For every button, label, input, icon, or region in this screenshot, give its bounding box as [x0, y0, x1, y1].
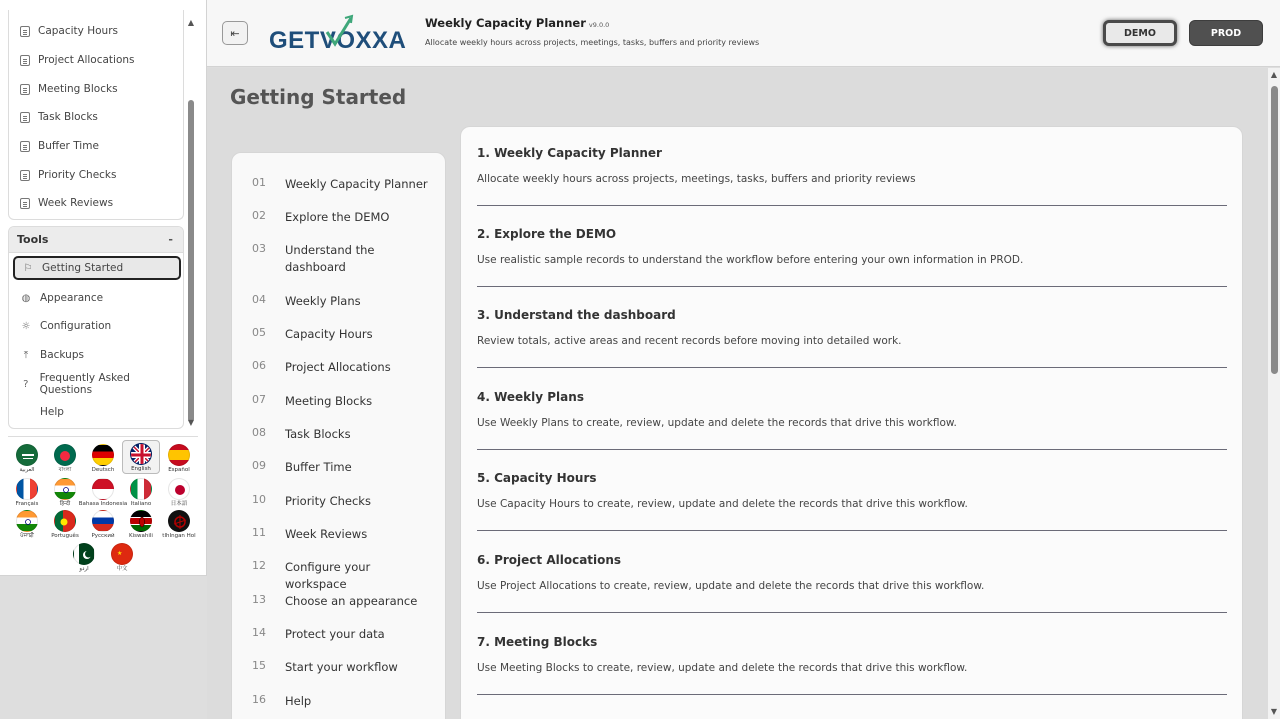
sidebar-item-label: Capacity Hours [38, 25, 118, 37]
tool-item-label: Frequently Asked Questions [39, 372, 130, 396]
section-title: 6. Project Allocations [477, 553, 622, 567]
flag-ke-icon [130, 510, 152, 532]
section-title: 7. Meeting Blocks [477, 635, 598, 649]
app-title: Weekly Capacity Planner v9.0.0 [425, 16, 610, 30]
lang-ru[interactable]: Русский [84, 508, 122, 542]
gear-icon: ☼ [21, 320, 31, 332]
flag-ru-icon [92, 510, 114, 532]
upload-icon: ⤒ [23, 349, 29, 361]
tool-item-label: Configuration [40, 320, 112, 332]
main-scrollbar[interactable] [1268, 68, 1280, 719]
section [477, 390, 1227, 429]
app-header [207, 0, 1280, 67]
scrollbar-thumb[interactable] [188, 100, 194, 422]
section-title: 4. Weekly Plans [477, 390, 584, 404]
scroll-down-icon[interactable]: ▼ [1270, 707, 1278, 716]
lang-ar[interactable]: العربية [8, 442, 46, 476]
divider [477, 530, 1227, 531]
svg-text:GETVOXXA: GETVOXXA [269, 27, 407, 54]
tool-item-faq[interactable] [13, 372, 181, 396]
flag-pk-icon [73, 543, 95, 565]
lang-id[interactable]: Bahasa Indonesia [84, 476, 122, 510]
sidebar-item-label: Priority Checks [38, 169, 117, 181]
toc-item[interactable]: 03 Understand the dashboard [252, 242, 375, 274]
flag-de-icon [92, 444, 114, 466]
tools-title: Tools [17, 233, 49, 246]
tool-item-label: Help [40, 406, 64, 418]
sidebar-item-project-allocations[interactable] [9, 49, 179, 71]
section [477, 146, 1227, 185]
scroll-up-icon[interactable]: ▲ [187, 18, 195, 27]
flag-es-icon [168, 444, 190, 466]
section-description: Use realistic sample records to understand the workflow before entering your own information in PROD. [477, 254, 1024, 266]
scroll-down-icon[interactable]: ▼ [187, 418, 195, 427]
tool-item-label: Backups [40, 349, 84, 361]
palette-icon: ◍ [21, 292, 31, 304]
document-icon [19, 140, 31, 152]
document-icon [19, 54, 31, 66]
sidebar-nav-panel [8, 10, 184, 220]
toc-item[interactable]: 08 Task Blocks [252, 426, 351, 441]
collapse-icon[interactable]: - [168, 233, 173, 246]
section [477, 635, 1227, 674]
tool-item-label: Getting Started [42, 262, 124, 274]
divider [477, 286, 1227, 287]
lang-de[interactable]: Deutsch [84, 442, 122, 476]
lang-sw[interactable]: Kiswahili [122, 508, 160, 542]
sidebar-item-meeting-blocks[interactable] [9, 78, 179, 100]
lang-zh[interactable]: ★ 中文 [103, 541, 141, 575]
flag-id-icon [92, 478, 114, 500]
sidebar-item-label: Task Blocks [38, 111, 98, 123]
document-icon [19, 111, 31, 123]
section-description: Use Weekly Plans to create, review, update and delete the records that drive this workflow. [477, 417, 957, 429]
divider [477, 449, 1227, 450]
flag-in-icon [54, 478, 76, 500]
section-title: 3. Understand the dashboard [477, 308, 676, 322]
tool-item-help[interactable] [13, 400, 181, 424]
app-version: v9.0.0 [588, 21, 610, 29]
toc-item[interactable]: 06 Project Allocations [252, 359, 391, 374]
tool-item-backups[interactable] [13, 343, 181, 367]
section [477, 553, 1227, 592]
demo-button[interactable]: DEMO [1103, 20, 1177, 46]
section-title: 2. Explore the DEMO [477, 227, 617, 241]
document-icon [19, 25, 31, 37]
help-circle-icon: ? [23, 378, 29, 390]
divider [477, 205, 1227, 206]
lang-pt[interactable]: Português [46, 508, 84, 542]
flag-sa-icon [16, 444, 38, 466]
section [477, 471, 1227, 510]
lang-tlh[interactable]: tlhIngan Hol [160, 508, 198, 542]
section-description: Review totals, active areas and recent records before moving into detailed work. [477, 335, 902, 347]
toc-item[interactable]: 16 Help [252, 693, 312, 708]
tool-item-label: Appearance [40, 292, 104, 304]
tool-item-getting-started[interactable] [13, 256, 181, 280]
flag-it-icon [130, 478, 152, 500]
flag-in-icon [16, 510, 38, 532]
section [477, 308, 1227, 347]
page-title: Getting Started [230, 85, 407, 109]
lang-fr[interactable]: Français [8, 476, 46, 510]
toc-item[interactable]: 09 Buffer Time [252, 459, 352, 474]
tool-item-appearance[interactable] [13, 286, 181, 310]
lang-bn[interactable]: বাংলা [46, 442, 84, 476]
content-panel [460, 126, 1243, 719]
sidebar-item-label: Buffer Time [38, 140, 99, 152]
flag-icon: ⚐ [23, 262, 33, 274]
tool-item-configuration[interactable] [13, 314, 181, 338]
getvoxxa-logo [269, 14, 411, 54]
toc-item[interactable]: 14 Protect your data [252, 626, 385, 641]
table-of-contents [231, 152, 446, 719]
language-selector [8, 436, 198, 572]
toc-item[interactable]: 15 Start your workflow [252, 659, 398, 674]
flag-jp-icon [168, 478, 190, 500]
toc-item[interactable]: 11 Week Reviews [252, 526, 368, 541]
sidebar-item-task-blocks[interactable] [9, 106, 179, 128]
flag-fr-icon [16, 478, 38, 500]
tools-header[interactable] [9, 227, 183, 253]
toc-item[interactable]: 10 Priority Checks [252, 493, 371, 508]
section [477, 227, 1227, 266]
flag-bd-icon [54, 444, 76, 466]
toc-item[interactable]: 13 Choose an appearance [252, 593, 418, 608]
scrollbar-thumb[interactable] [1271, 86, 1278, 374]
app-subtitle: Allocate weekly hours across projects, meetings, tasks, buffers and priority reviews [425, 38, 760, 47]
divider [477, 612, 1227, 613]
sidebar-item-label: Meeting Blocks [38, 83, 118, 95]
sidebar-item-capacity-hours[interactable] [9, 20, 179, 42]
sidebar-item-priority-checks[interactable] [9, 164, 179, 186]
lang-es[interactable]: Español [160, 442, 198, 476]
lang-it[interactable]: Italiano [122, 476, 160, 510]
flag-cn-icon [111, 543, 133, 565]
toc-item[interactable]: 07 Meeting Blocks [252, 393, 373, 408]
document-icon [19, 197, 31, 209]
section-title: 5. Capacity Hours [477, 471, 597, 485]
section-description: Use Project Allocations to create, review, update and delete the records that drive this workflow. [477, 580, 985, 592]
flag-uk-icon [130, 443, 152, 465]
toc-item[interactable]: 01 Weekly Capacity Planner [252, 176, 428, 191]
toc-item[interactable]: 05 Capacity Hours [252, 326, 373, 341]
lang-hi[interactable]: हिन्दी [46, 476, 84, 510]
section-description: Use Meeting Blocks to create, review, update and delete the records that drive this workflow. [477, 662, 968, 674]
section-description: Use Capacity Hours to create, review, update and delete the records that drive this workflow. [477, 498, 968, 510]
sidebar-item-buffer-time[interactable] [9, 135, 179, 157]
lang-ja[interactable]: 日本語 [160, 476, 198, 510]
tools-panel [8, 226, 184, 429]
main-content [207, 68, 1268, 719]
toc-item[interactable]: 12 Configure your workspace [252, 559, 371, 591]
divider [477, 694, 1227, 695]
lang-ur[interactable]: اردو [65, 541, 103, 575]
prod-button[interactable]: PROD [1189, 20, 1263, 46]
sidebar-item-label: Week Reviews [38, 197, 114, 209]
lang-pa[interactable]: ਪੰਜਾਬੀ [8, 508, 46, 542]
svg-text:★: ★ [117, 550, 123, 557]
flag-klingon-icon [168, 510, 190, 532]
section-description: Allocate weekly hours across projects, meetings, tasks, buffers and priority reviews [477, 173, 916, 185]
sidebar-scrollbar[interactable] [186, 12, 196, 430]
sidebar-item-week-reviews[interactable] [9, 192, 179, 214]
sidebar-item-label: Project Allocations [38, 54, 135, 66]
flag-pt-icon [54, 510, 76, 532]
document-icon [19, 169, 31, 181]
collapse-sidebar-icon: ⇤ [230, 26, 240, 40]
lang-en[interactable]: English [122, 440, 160, 474]
toc-item[interactable]: 04 Weekly Plans [252, 293, 361, 308]
document-icon [19, 83, 31, 95]
divider [477, 367, 1227, 368]
sidebar-toggle-button[interactable] [222, 21, 248, 45]
sidebar [0, 0, 207, 576]
toc-item[interactable]: 02 Explore the DEMO [252, 209, 390, 224]
section-title: 1. Weekly Capacity Planner [477, 146, 662, 160]
scroll-up-icon[interactable]: ▲ [1270, 70, 1278, 79]
